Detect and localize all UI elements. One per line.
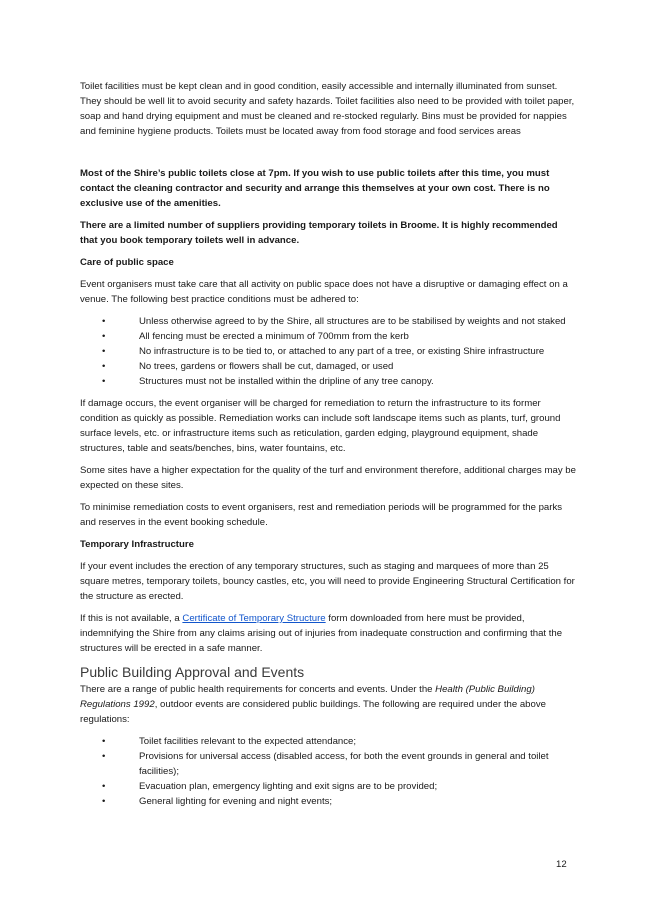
bullet-glyph: •	[102, 361, 106, 372]
list-item	[80, 374, 576, 389]
certificate-text-after: form downloaded from here must be provided, indemnifying the Shire from any claims arising out of injuries from inadequate construction and confirming that the structures will be erected in a safe manner.	[80, 613, 563, 654]
page-content	[80, 79, 576, 816]
list-item-text: Structures must not be installed within the dripline of any tree canopy.	[139, 376, 434, 387]
bullet-glyph: •	[102, 781, 106, 792]
list-item	[80, 749, 576, 779]
bullet-glyph: •	[102, 316, 106, 327]
paragraph-public-toilets-notice: Most of the Shire’s public toilets close at 7pm. If you wish to use public toilets after this time, you must contact the cleaning contractor and security and arrange this themselves at your own cost. There is no exclusive use of the amenities.	[80, 168, 550, 209]
list-item	[80, 344, 576, 359]
spacer	[80, 146, 576, 166]
list-item-text: Provisions for universal access (disabled access, for both the event grounds in general and toilet facilities);	[139, 751, 549, 777]
bullet-glyph: •	[102, 751, 106, 762]
paragraph-turf: Some sites have a higher expectation for the quality of the turf and environment therefore, additional charges may be expected on these sites.	[80, 465, 576, 491]
heading-temporary-infrastructure: Temporary Infrastructure	[80, 539, 194, 550]
regulations-title: Health (Public Building) Regulations 1992	[80, 684, 535, 710]
list-item	[80, 734, 576, 749]
list-item	[80, 779, 576, 794]
list-item-text: General lighting for evening and night events;	[139, 796, 333, 807]
bullet-glyph: •	[102, 331, 106, 342]
bullet-glyph: •	[102, 796, 106, 807]
care-bullet-list	[80, 314, 576, 389]
list-item	[80, 314, 576, 329]
list-item-text: Unless otherwise agreed to by the Shire, all structures are to be stabilised by weights and not staked	[139, 316, 566, 327]
bullet-glyph: •	[102, 736, 106, 747]
list-item-text: No trees, gardens or flowers shall be cut, damaged, or used	[139, 361, 394, 372]
paragraph-suppliers-notice: There are a limited number of suppliers providing temporary toilets in Broome. It is highly recommended that you book temporary toilets well in advance.	[80, 220, 558, 246]
certificate-of-temporary-structure-link[interactable]: Certificate of Temporary Structure	[182, 613, 326, 624]
paragraph-remediation: To minimise remediation costs to event organisers, rest and remediation periods will be programmed for the parks and reserves in the event booking schedule.	[80, 502, 563, 528]
list-item-text: Toilet facilities relevant to the expected attendance;	[139, 736, 357, 747]
certificate-text-before: If this is not available, a	[80, 613, 183, 624]
heading-care-of-public-space: Care of public space	[80, 257, 174, 268]
list-item-text: No infrastructure is to be tied to, or attached to any part of a tree, or existing Shire infrastructure	[139, 346, 545, 357]
bullet-glyph: •	[102, 346, 106, 357]
list-item-text: Evacuation plan, emergency lighting and exit signs are to be provided;	[139, 781, 438, 792]
list-item	[80, 359, 576, 374]
list-item	[80, 794, 576, 809]
bullet-glyph: •	[102, 376, 106, 387]
paragraph-public-building	[80, 682, 576, 727]
paragraph-damage: If damage occurs, the event organiser will be charged for remediation to return the infrastructure to its former condition as quickly as possible. Remediation works can include soft landscape items such as plants, turf, ground surface levels, etc. or infrastructure items such as reticulation, garden edging, playground equipment, shade structures, table and seats/benches, bins, water fountains, etc.	[80, 398, 561, 454]
public-building-text-2: , outdoor events are considered public buildings. The following are required under the above regulations:	[80, 699, 546, 725]
public-building-text-1: There are a range of public health requirements for concerts and events. Under the	[80, 684, 436, 695]
public-building-bullet-list	[80, 734, 576, 809]
paragraph-care-intro: Event organisers must take care that all activity on public space does not have a disruptive or damaging effect on a venue. The following best practice conditions must be adhered to:	[80, 279, 568, 305]
paragraph-temporary-structures: If your event includes the erection of any temporary structures, such as staging and marquees of more than 25 square metres, temporary toilets, bouncy castles, etc, you will need to provide Engineering Structural Certification for the structure as erected.	[80, 561, 575, 602]
list-item-text: All fencing must be erected a minimum of 700mm from the kerb	[139, 331, 409, 342]
heading-public-building-approval: Public Building Approval and Events	[80, 664, 305, 680]
paragraph-certificate	[80, 611, 576, 656]
list-item	[80, 329, 576, 344]
paragraph-toilet-facilities: Toilet facilities must be kept clean and in good condition, easily accessible and internally illuminated from sunset. They should be well lit to avoid security and safety hazards. Toilet facilities also need to be provided with toilet paper, soap and hand drying equipment and must be cleaned and re-stocked regularly. Bins must be provided for nappies and feminine hygiene products. Toilets must be located away from food storage and food services areas	[80, 81, 575, 137]
page-number: 12	[556, 859, 567, 870]
